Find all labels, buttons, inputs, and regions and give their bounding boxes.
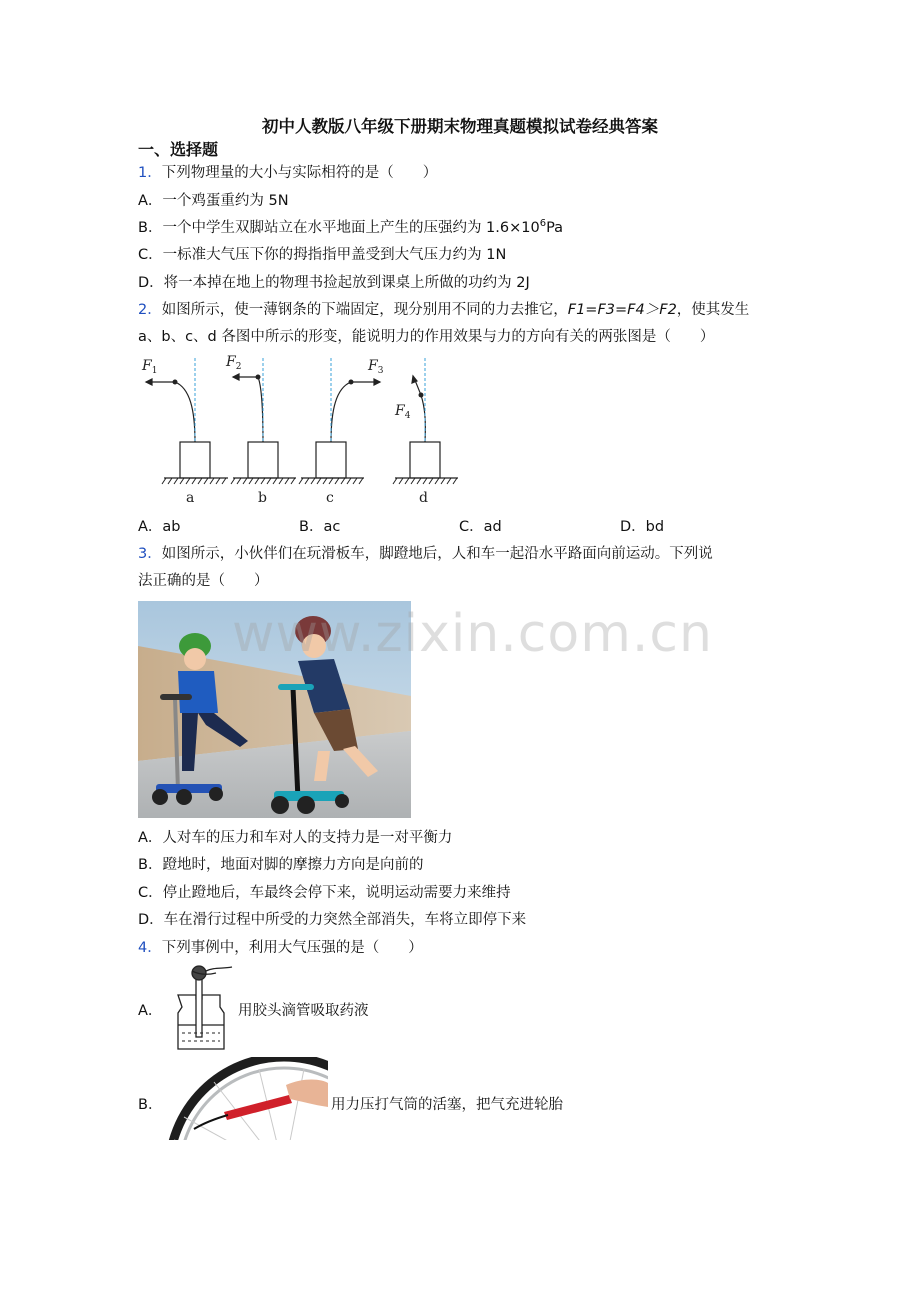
base-block-b [248, 442, 278, 478]
question-number: 4． [138, 940, 162, 956]
section-heading: 一、选择题 [138, 140, 219, 159]
figure-label-c: c [326, 490, 334, 506]
question-2-stem [138, 298, 749, 319]
q2-option-b: B．ac [299, 519, 341, 535]
bent-strip-b [258, 377, 263, 442]
q4-option-a-text: 用胶头滴管吸取药液 [238, 1003, 369, 1019]
dropper-illustration [170, 963, 238, 1051]
question-number: 3． [138, 546, 162, 562]
q4-option-a-label: A． [138, 1003, 163, 1019]
q2-option-c: C．ad [459, 519, 502, 535]
blue-shirt [178, 671, 218, 713]
figure-label-a: a [186, 490, 195, 506]
base-block-a [180, 442, 210, 478]
question-1-stem [138, 161, 437, 182]
bicycle-pump-photo [164, 1057, 328, 1140]
page-title: 初中人教版八年级下册期末物理真题模拟试卷经典答案 [262, 117, 658, 136]
question-text: 如图所示，使一薄钢条的下端固定，现分别用不同的力去推它， [161, 302, 568, 318]
question-number: 2． [138, 302, 162, 318]
question-text: ，使其发生 [676, 302, 750, 318]
q3-option-a: A．人对车的压力和车对人的支持力是一对平衡力 [138, 830, 453, 846]
dropper-tube [196, 977, 202, 1037]
question-3-stem-line2: 法正确的是（ ） [138, 573, 269, 589]
bent-strip-c [331, 382, 351, 442]
option-text: B．一个中学生双脚站立在水平地面上产生的压强约为 1.6×10 [138, 220, 540, 236]
figure-label-d: d [419, 490, 428, 506]
q4-option-b-text: 用力压打气筒的活塞，把气充进轮胎 [331, 1097, 563, 1113]
watermark: www.zixin.com.cn [232, 604, 713, 664]
exponent: 6 [539, 218, 547, 230]
steel-strip-figure [138, 350, 468, 510]
question-text: 如图所示，小伙伴们在玩滑板车，脚蹬地后，人和车一起沿水平路面向前运动。下列说 [161, 546, 713, 562]
bent-strip-a [175, 382, 195, 442]
question-4-stem [138, 936, 423, 957]
force-label-f3: $F_3$ [368, 358, 384, 376]
figure-label-b: b [258, 490, 267, 506]
q2-option-a: A．ab [138, 519, 181, 535]
q1-option-d: D．将一本掉在地上的物理书捡起放到课桌上所做的功约为 2J [138, 275, 530, 291]
q3-option-d: D．车在滑行过程中所受的力突然全部消失，车将立即停下来 [138, 912, 527, 928]
q2-option-d: D．bd [620, 519, 665, 535]
question-number: 1． [138, 165, 162, 181]
q3-option-b: B．蹬地时，地面对脚的摩擦力方向是向前的 [138, 857, 424, 873]
question-3-stem [138, 542, 713, 563]
force-label-f2: $F_2$ [226, 354, 242, 372]
q4-option-b-label: B． [138, 1097, 163, 1113]
question-2-stem-line2: a、b、c、d 各图中所示的形变，能说明力的作用效果与力的方向有关的两张图是（ ） [138, 329, 715, 345]
force-relation: F1=F3=F4＞F2 [567, 302, 677, 318]
base-block-c [316, 442, 346, 478]
base-block-d [410, 442, 440, 478]
q1-option-a: A．一个鸡蛋重约为 5N [138, 193, 289, 209]
question-text: 下列物理量的大小与实际相符的是（ ） [161, 165, 438, 181]
q3-option-c: C．停止蹬地后，车最终会停下来，说明运动需要力来维持 [138, 885, 511, 901]
force-label-f4: $F_4$ [395, 403, 411, 421]
unit: Pa [546, 220, 564, 236]
question-text: 下列事例中，利用大气压强的是（ ） [161, 940, 423, 956]
force-label-f1: $F_1$ [142, 358, 158, 376]
q1-option-c: C．一标准大气压下你的拇指指甲盖受到大气压力约为 1N [138, 247, 507, 263]
q1-option-b [138, 216, 563, 237]
